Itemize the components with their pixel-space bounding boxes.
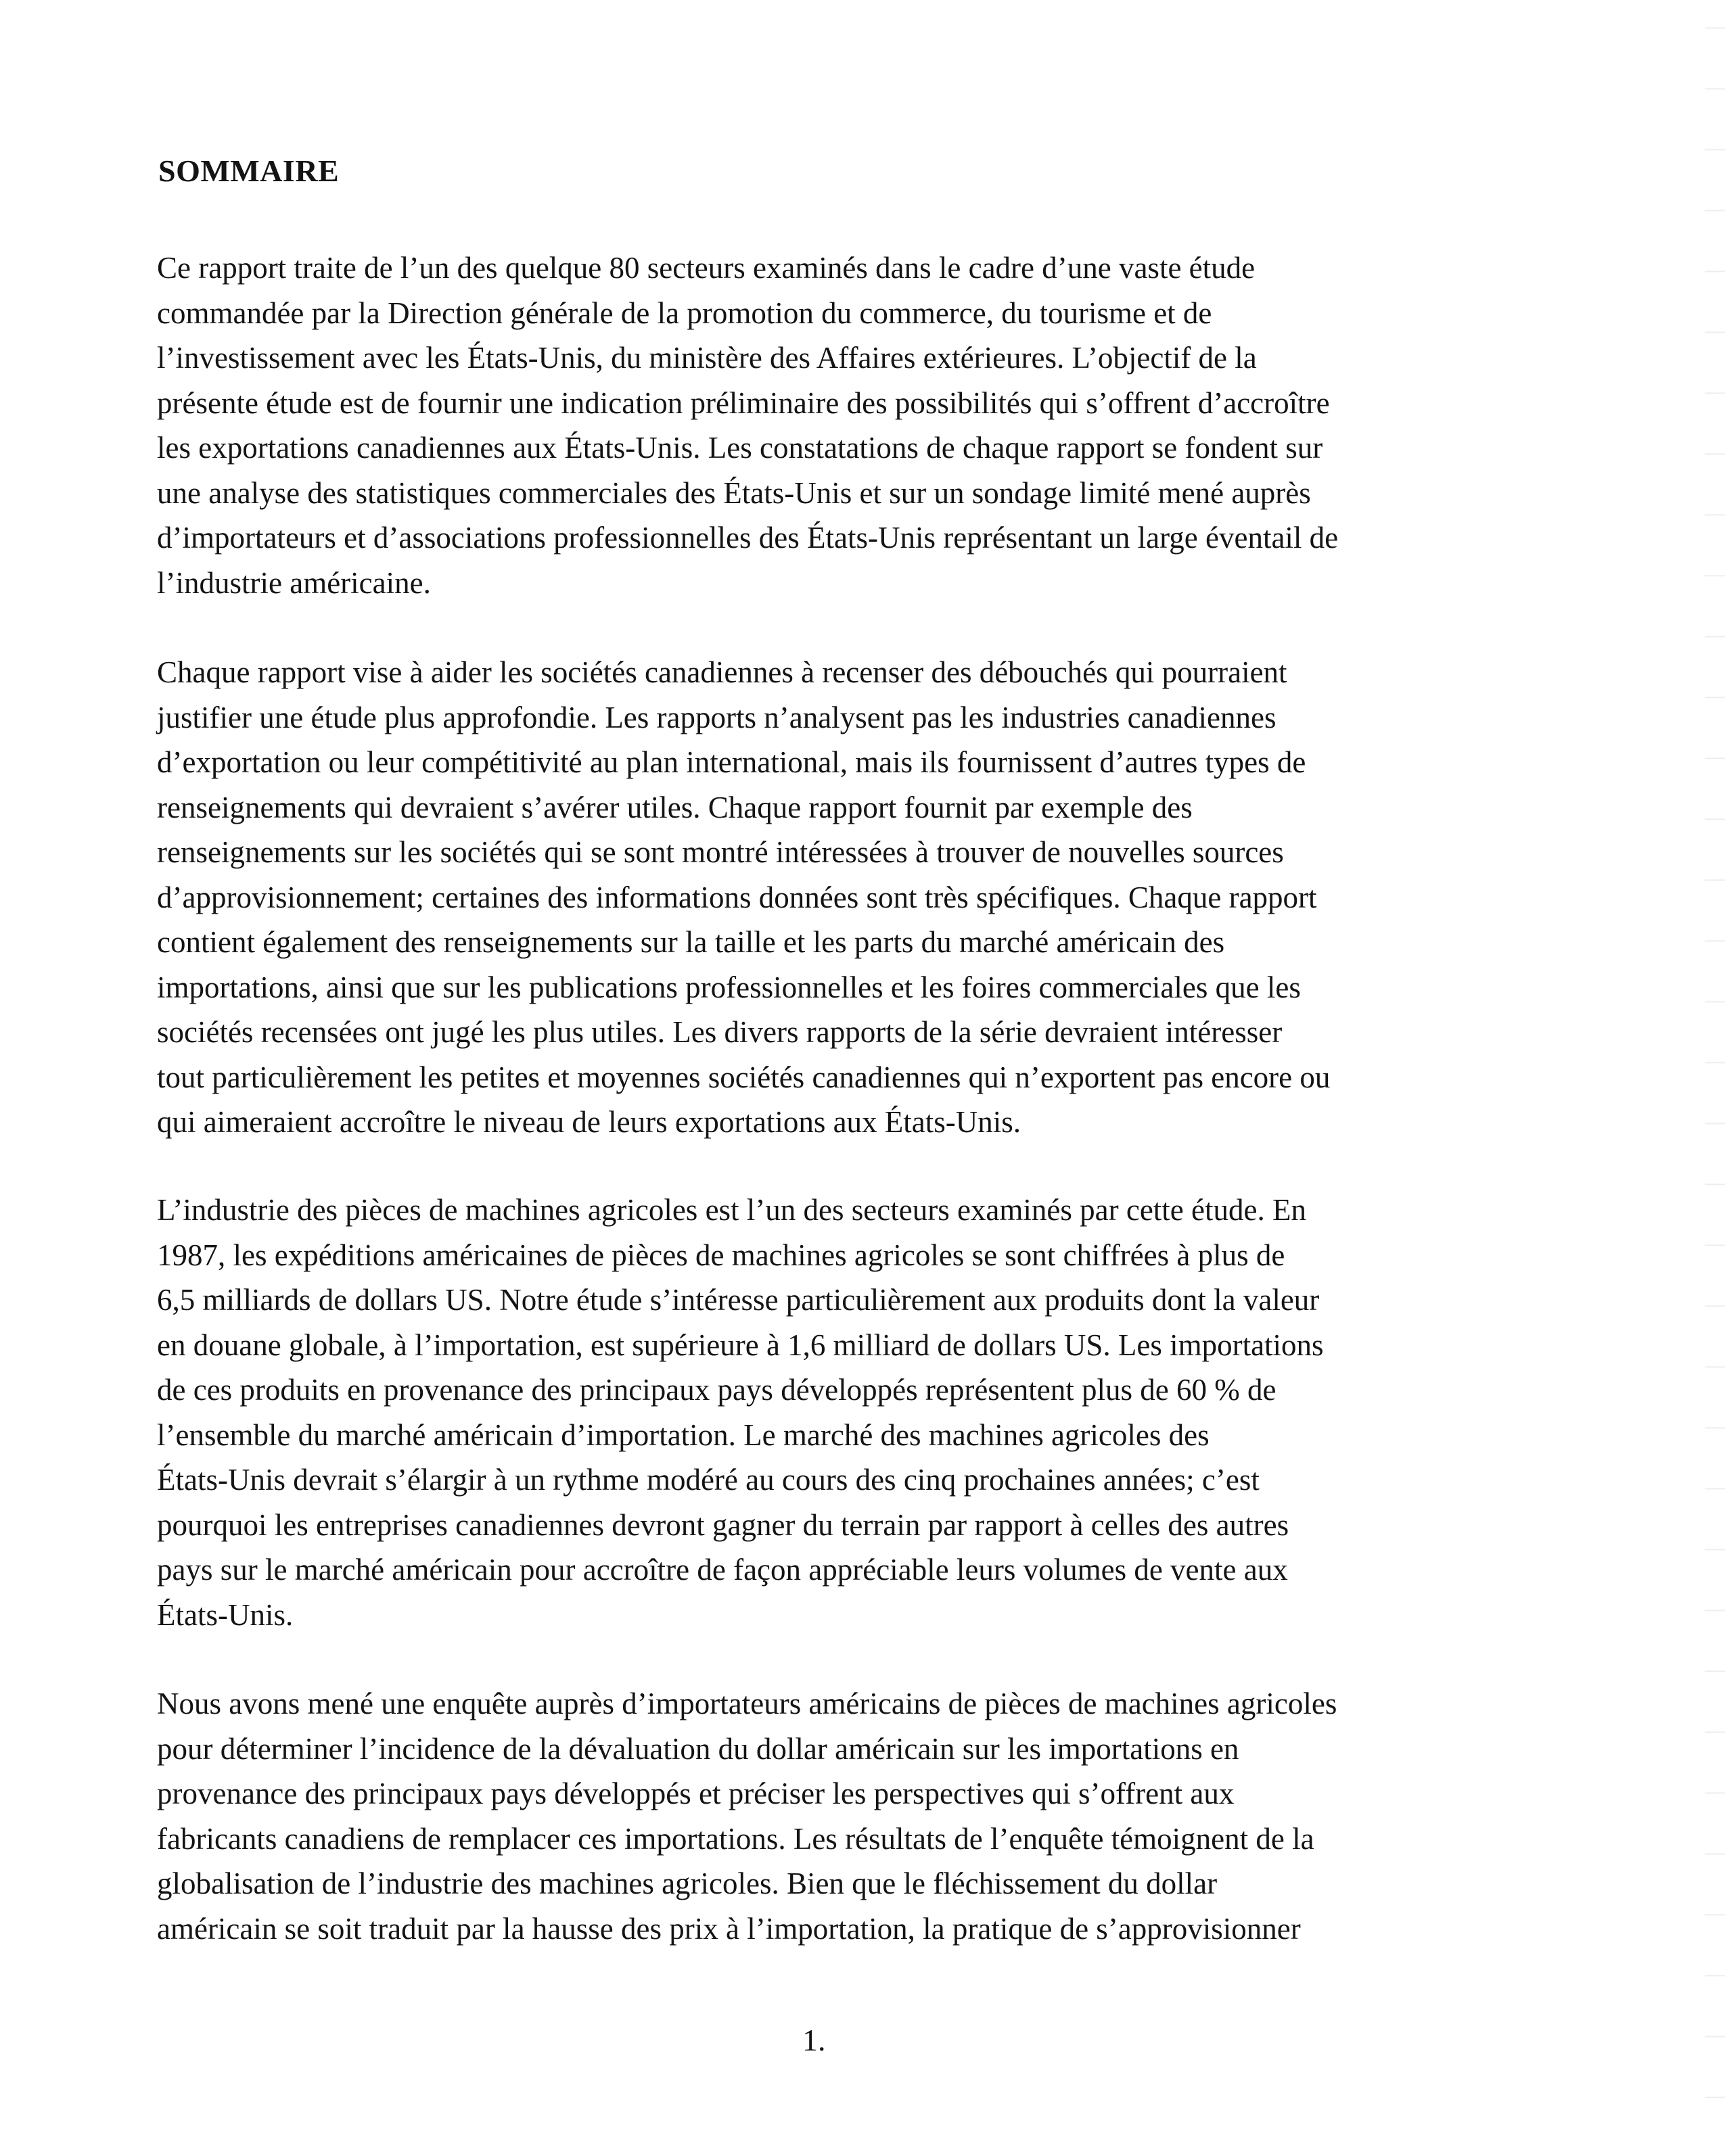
paragraph-survey-results: Nous avons mené une enquête auprès d’importateurs américains de pièces de machines agricoles pour déterminer l’incidence de la dévaluation du dollar américain sur les importations en provenance des principaux pays développés et préciser les perspectives qui s’offrent aux fabricants canadiens de remplacer ces importations. Les résultats de l’enquête témoignent de la globalisation de l’industrie des machines agricoles. Bien que le fléchissement du dollar américain se soit traduit par la hausse des prix à l’importation, la pratique de s’approvisionner (157, 1687, 1337, 1946)
paragraph-report-purpose: Chaque rapport vise à aider les sociétés canadiennes à recenser des débouchés qui pourraient justifier une étude plus approfondie. Les rapports n’analysent pas les industries canadiennes d’exportation ou leur compétitivité au plan international, mais ils fournissent d’autres types de renseignements qui devraient s’avérer utiles. Chaque rapport fournit par exemple des renseignements sur les sociétés qui se sont montré intéressées à trouver de nouvelles sources d’approvisionnement; certaines des informations données sont très spécifiques. Chaque rapport contient également des renseignements sur la taille et les parts du marché américain des importations, ainsi que sur les publications professionnelles et les foires commerciales que les sociétés recensées ont jugé les plus utiles. Les divers rapports de la série devraient intéresser tout particulièrement les petites et moyennes sociétés canadiennes qui n’exportent pas encore ou qui aimeraient accroître le niveau de leurs exportations aux États-Unis. (157, 655, 1331, 1139)
section-title: SOMMAIRE (158, 154, 340, 188)
page-number: 1. (802, 2023, 826, 2057)
paragraph-industry-overview: L’industrie des pièces de machines agricoles est l’un des secteurs examinés par cette étude. En 1987, les expéditions américaines de pièces de machines agricoles se sont chiffrées à plus de 6,5 milliards de dollars US. Notre étude s’intéresse particulièrement aux produits dont la valeur en douane globale, à l’importation, est supérieure à 1,6 milliard de dollars US. Les importations de ces produits en provenance des principaux pays développés représentent plus de 60 % de l’ensemble du marché américain d’importation. Le marché des machines agricoles des États-Unis devrait s’élargir à un rythme modéré au cours des cinq prochaines années; c’est pourquoi les entreprises canadiennes devront gagner du terrain par rapport à celles des autres pays sur le marché américain pour accroître de façon appréciable leurs volumes de vente aux États-Unis. (157, 1193, 1324, 1632)
scan-edge-artifact (1705, 0, 1725, 2156)
paragraph-introduction: Ce rapport traite de l’un des quelque 80 secteurs examinés dans le cadre d’une vaste étude commandée par la Direction générale de la promotion du commerce, du tourisme et de l’investissement avec les États-Unis, du ministère des Affaires extérieures. L’objectif de la présente étude est de fournir une indication préliminaire des possibilités qui s’offrent d’accroître les exportations canadiennes aux États-Unis. Les constatations de chaque rapport se fondent sur une analyse des statistiques commerciales des États-Unis et sur un sondage limité mené auprès d’importateurs et d’associations professionnelles des États-Unis représentant un large éventail de l’industrie américaine. (157, 251, 1339, 600)
